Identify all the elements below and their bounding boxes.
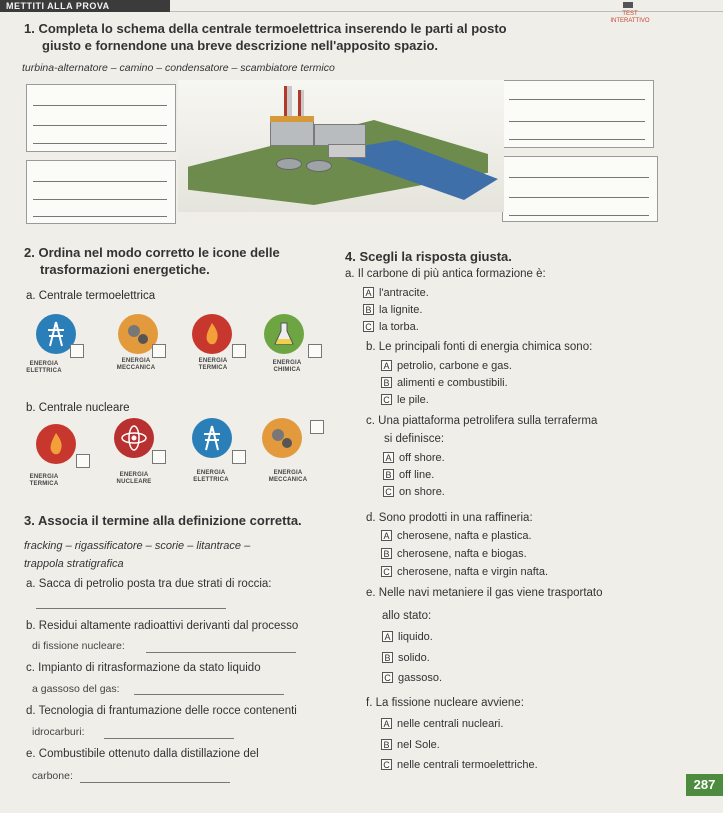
q3-def-e: e. Combustibile ottenuto dalla distillazione del [26,748,259,760]
answer-box-top-left[interactable] [26,84,176,152]
answer-line [33,125,167,126]
icon-label: ENERGIA TERMICA [29,474,59,487]
q4-c-option-c[interactable]: C on shore. [383,486,445,499]
answer-line [509,177,649,178]
turbine-building [314,124,366,146]
answer-line [509,121,645,122]
order-checkbox[interactable] [76,454,90,468]
q3-def-c: c. Impianto di ritrasformazione da stato liquido [26,662,261,674]
q4-a-option-c[interactable]: C la torba. [363,321,419,334]
page-number: 287 [686,774,723,796]
interactive-test-badge[interactable] [600,2,660,28]
answer-fill-b[interactable] [146,652,296,653]
answer-line [33,199,167,200]
answer-fill-d[interactable] [104,738,234,739]
icon-label: ENERGIA CHIMICA [272,360,302,373]
answer-box-bottom-right[interactable] [502,156,658,222]
q4-f-option-a[interactable]: A nelle centrali nucleari. [381,718,503,731]
order-checkbox[interactable] [152,344,166,358]
answer-line [509,139,645,140]
boiler-building [270,118,314,146]
q4-e-option-a[interactable]: A liquido. [382,631,433,644]
icon-label: ENERGIA ELETTRICA [193,470,229,483]
order-checkbox[interactable] [308,344,322,358]
q4-e-question-cont: allo stato: [382,610,432,622]
order-checkbox[interactable] [70,344,84,358]
q4-b-option-c[interactable]: C le pile. [381,394,429,407]
section-tab: METTITI ALLA PROVA [0,0,170,12]
answer-fill-a[interactable] [36,608,226,609]
q3-def-e-cont: carbone: [32,770,73,782]
storage-tank [276,158,302,170]
badge-label: INTERATTIVO [610,18,650,24]
badge-test: TEST [622,11,638,17]
q3-def-c-cont: a gassoso del gas: [32,683,120,695]
icon-label: ENERGIA TERMICA [198,358,228,371]
boiler-roof [270,116,314,122]
energia-nucleare-icon [114,418,154,458]
q3-def-d-cont: idrocarburi: [32,726,85,738]
q1-title-line1: 1. Completa lo schema della centrale termoelettrica inserendo le parti al posto [24,21,507,36]
order-checkbox[interactable] [232,344,246,358]
q4-b-option-b[interactable]: B alimenti e combustibili. [381,377,508,390]
energia-termica-icon [36,424,76,464]
answer-line [33,105,167,106]
q4-e-option-b[interactable]: B solido. [382,652,430,665]
q4-title: 4. Scegli la risposta giusta. [345,249,512,264]
q1-title-line2: giusto e fornendone una breve descrizione nell'apposito spazio. [42,38,439,53]
energia-meccanica-icon [262,418,302,458]
q4-c-option-b[interactable]: B off line. [383,469,434,482]
order-checkbox[interactable] [310,420,324,434]
order-checkbox[interactable] [232,450,246,464]
answer-line [509,215,649,216]
qr-icon [623,2,633,8]
q3-def-b: b. Residui altamente radioattivi derivanti dal processo [26,620,299,632]
q4-f-question: f. La fissione nucleare avviene: [366,697,524,709]
q4-f-option-c[interactable]: C nelle centrali termoelettriche. [381,759,538,772]
icon-label: ENERGIA MECCANICA [116,358,156,371]
q4-d-option-c[interactable]: C cherosene, nafta e virgin nafta. [381,566,548,579]
q2-title [24,244,280,278]
q4-e-option-c[interactable]: C gassoso. [382,672,442,685]
q4-b-option-a[interactable]: A petrolio, carbone e gas. [381,360,512,373]
q4-e-question: e. Nelle navi metaniere il gas viene trasportato [366,587,603,599]
icon-label: ENERGIA MECCANICA [268,470,308,483]
q4-a-question: a. Il carbone di più antica formazione è: [345,268,546,280]
q4-f-option-b[interactable]: B nel Sole. [381,739,440,752]
power-plant-illustration [178,80,504,212]
q3-def-a: a. Sacca di petrolio posta tra due strati di roccia: [26,578,272,590]
q4-b-question: b. Le principali fonti di energia chimica sono: [366,341,593,353]
q4-d-question: d. Sono prodotti in una raffineria: [366,512,533,524]
q4-d-option-a[interactable]: A cherosene, nafta e plastica. [381,530,532,543]
q3-title: 3. Associa il termine alla definizione corretta. [24,513,302,528]
q2-title-line2: trasformazioni energetiche. [40,262,210,277]
q3-def-d: d. Tecnologia di frantumazione delle rocce contenenti [26,705,297,717]
answer-box-bottom-left[interactable] [26,160,176,224]
answer-line [509,99,645,100]
order-checkbox[interactable] [152,450,166,464]
q4-a-option-a[interactable]: A l'antracite. [363,287,429,300]
answer-line [33,181,167,182]
answer-fill-c[interactable] [134,694,284,695]
q4-c-question-cont: si definisce: [384,433,445,445]
q1-parts-list: turbina-alternatore – camino – condensatore – scambiatore termico [22,62,335,74]
q3-terms-line1: fracking – rigassificatore – scorie – litantrace – [24,540,251,552]
condenser-building [328,144,366,158]
answer-line [33,143,167,144]
icon-label: ENERGIA NUCLEARE [116,472,152,485]
q3-terms-line2: trappola stratigrafica [24,558,124,570]
q3-def-b-cont: di fissione nucleare: [32,640,125,652]
q4-a-option-b[interactable]: B la lignite. [363,304,422,317]
storage-tank [306,160,332,172]
q4-c-question: c. Una piattaforma petrolifera sulla terraferma [366,415,598,427]
answer-fill-e[interactable] [80,782,230,783]
q2-b-label: b. Centrale nucleare [26,402,130,414]
answer-line [509,197,649,198]
q2-title-line1: 2. Ordina nel modo corretto le icone delle [24,245,280,260]
answer-box-top-right[interactable] [502,80,654,148]
q4-d-option-b[interactable]: B cherosene, nafta e biogas. [381,548,527,561]
answer-line [33,216,167,217]
energia-termica-icon [192,314,232,354]
q4-c-option-a[interactable]: A off shore. [383,452,445,465]
energia-elettrica-icon [192,418,232,458]
q2-a-label: a. Centrale termoelettrica [26,290,156,302]
q1-title [24,20,584,54]
energia-chimica-icon [264,314,304,354]
icon-label: ENERGIA ELETTRICA [26,361,62,374]
